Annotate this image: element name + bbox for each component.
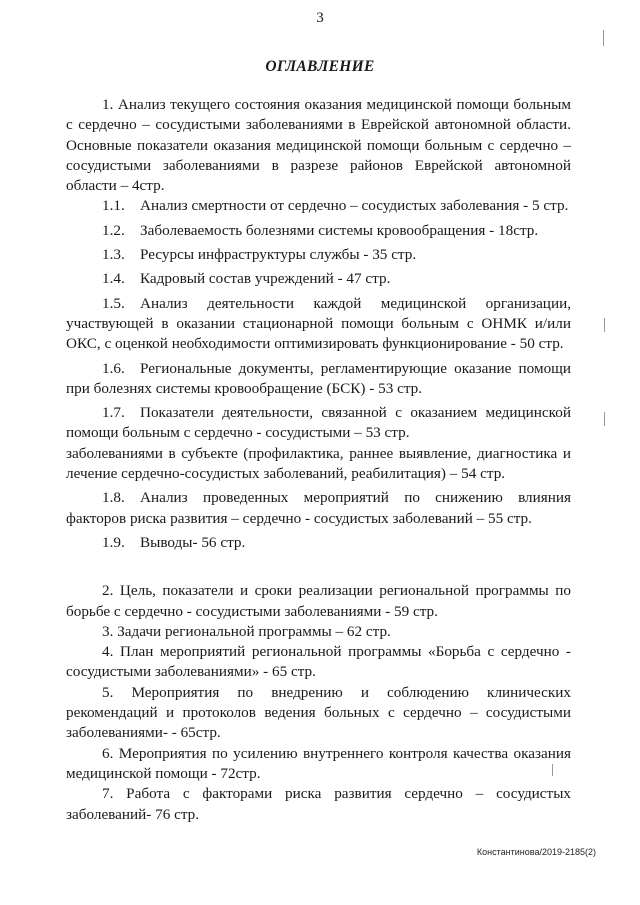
toc-number: 1.8. <box>102 489 125 507</box>
toc-item-5 <box>66 683 571 744</box>
toc-text: 6. Мероприятия по усилению внутреннего контроля качества оказания медицинской помощи - 72стр. <box>66 744 571 782</box>
toc-number: 1.5. <box>102 294 125 312</box>
scan-artifact <box>552 764 553 776</box>
toc-item-1-3 <box>66 245 571 265</box>
scan-artifact <box>603 30 604 46</box>
toc-text: Кадровый состав учреждений - 47 стр. <box>140 270 391 288</box>
toc-number: 1.2. <box>102 221 125 239</box>
table-of-contents <box>66 95 571 825</box>
toc-item-1-2 <box>66 221 571 241</box>
toc-item-6 <box>66 744 571 785</box>
toc-text: 4. План мероприятий региональной программы «Борьба с сердечно - сосудистыми заболеваниями» - 65 стр. <box>66 643 571 681</box>
toc-number: 1.6. <box>102 359 125 377</box>
toc-text: 1. Анализ текущего состояния оказания медицинской помощи больным с сердечно – сосудистыми заболеваниями в Еврейской автономной области. Основные показатели оказания медицинской помощи больным с сердечно – сосудистыми заболеваниями в разрезе районов Еврейской автономной области – 4стр. <box>66 96 571 195</box>
toc-text: 2. Цель, показатели и сроки реализации региональной программы по борьбе с сердечно - сосудистыми заболеваниями - 59 стр. <box>66 582 571 620</box>
toc-item-1-5 <box>66 294 571 355</box>
toc-item-1-7-cont <box>66 444 571 485</box>
toc-text: Выводы- 56 стр. <box>140 533 246 551</box>
toc-item-1-6 <box>66 359 571 400</box>
toc-text: Ресурсы инфраструктуры службы - 35 стр. <box>140 246 417 264</box>
toc-item-1-9 <box>66 533 571 553</box>
toc-item-7 <box>66 784 571 825</box>
toc-item-1-8 <box>66 488 571 529</box>
page-title: ОГЛАВЛЕНИЕ <box>265 58 375 75</box>
toc-text: Анализ проведенных мероприятий по снижению влияния факторов риска развития – сердечно - сосудистых заболеваний – 55 стр. <box>66 489 571 527</box>
toc-number: 1.4. <box>102 270 125 288</box>
toc-text: заболеваниями в субъекте (профилактика, раннее выявление, диагностика и лечение сердечно-сосудистых заболеваний, реабилитация) – 54 стр. <box>66 444 571 483</box>
toc-text: 5. Мероприятия по внедрению и соблюдению клинических рекомендаций и протоколов ведения больных с сердечно – сосудистыми заболеваниями- - 65стр. <box>66 683 571 742</box>
document-footer: Константинова/2019-2185(2) <box>476 847 596 857</box>
toc-text: Анализ смертности от сердечно – сосудистых заболевания - 5 стр. <box>140 197 569 215</box>
scan-artifact <box>604 412 605 426</box>
toc-item-1 <box>66 95 571 196</box>
toc-item-4 <box>66 642 571 683</box>
toc-text: Заболеваемость болезнями системы кровообращения - 18стр. <box>140 221 539 239</box>
toc-item-1-4 <box>66 269 571 289</box>
toc-text: Показатели деятельности, связанной с оказанием медицинской помощи больным с сердечно - сосудистыми – 53 стр. <box>66 404 571 442</box>
toc-text: Анализ деятельности каждой медицинской организации, участвующей в оказании стационарной помощи больным с ОНМК и/или ОКС, с оценкой необходимости оптимизировать функционирование - 50 стр. <box>66 294 571 353</box>
scan-artifact <box>604 318 605 332</box>
toc-text: Региональные документы, регламентирующие оказание помощи при болезнях системы кровообращение (БСК) - 53 стр. <box>66 359 571 397</box>
page-number: 3 <box>316 10 324 26</box>
toc-number: 1.3. <box>102 246 125 264</box>
toc-number: 1.7. <box>102 404 125 422</box>
toc-text: 7. Работа с факторами риска развития сердечно – сосудистых заболеваний- 76 стр. <box>66 785 571 823</box>
toc-item-1-7 <box>66 403 571 444</box>
toc-number: 1.1. <box>102 197 125 215</box>
toc-number: 1.9. <box>102 533 125 551</box>
toc-item-2 <box>66 581 571 622</box>
toc-item-1-1 <box>66 196 571 216</box>
toc-text: 3. Задачи региональной программы – 62 стр. <box>102 622 391 640</box>
toc-item-3 <box>66 622 571 642</box>
